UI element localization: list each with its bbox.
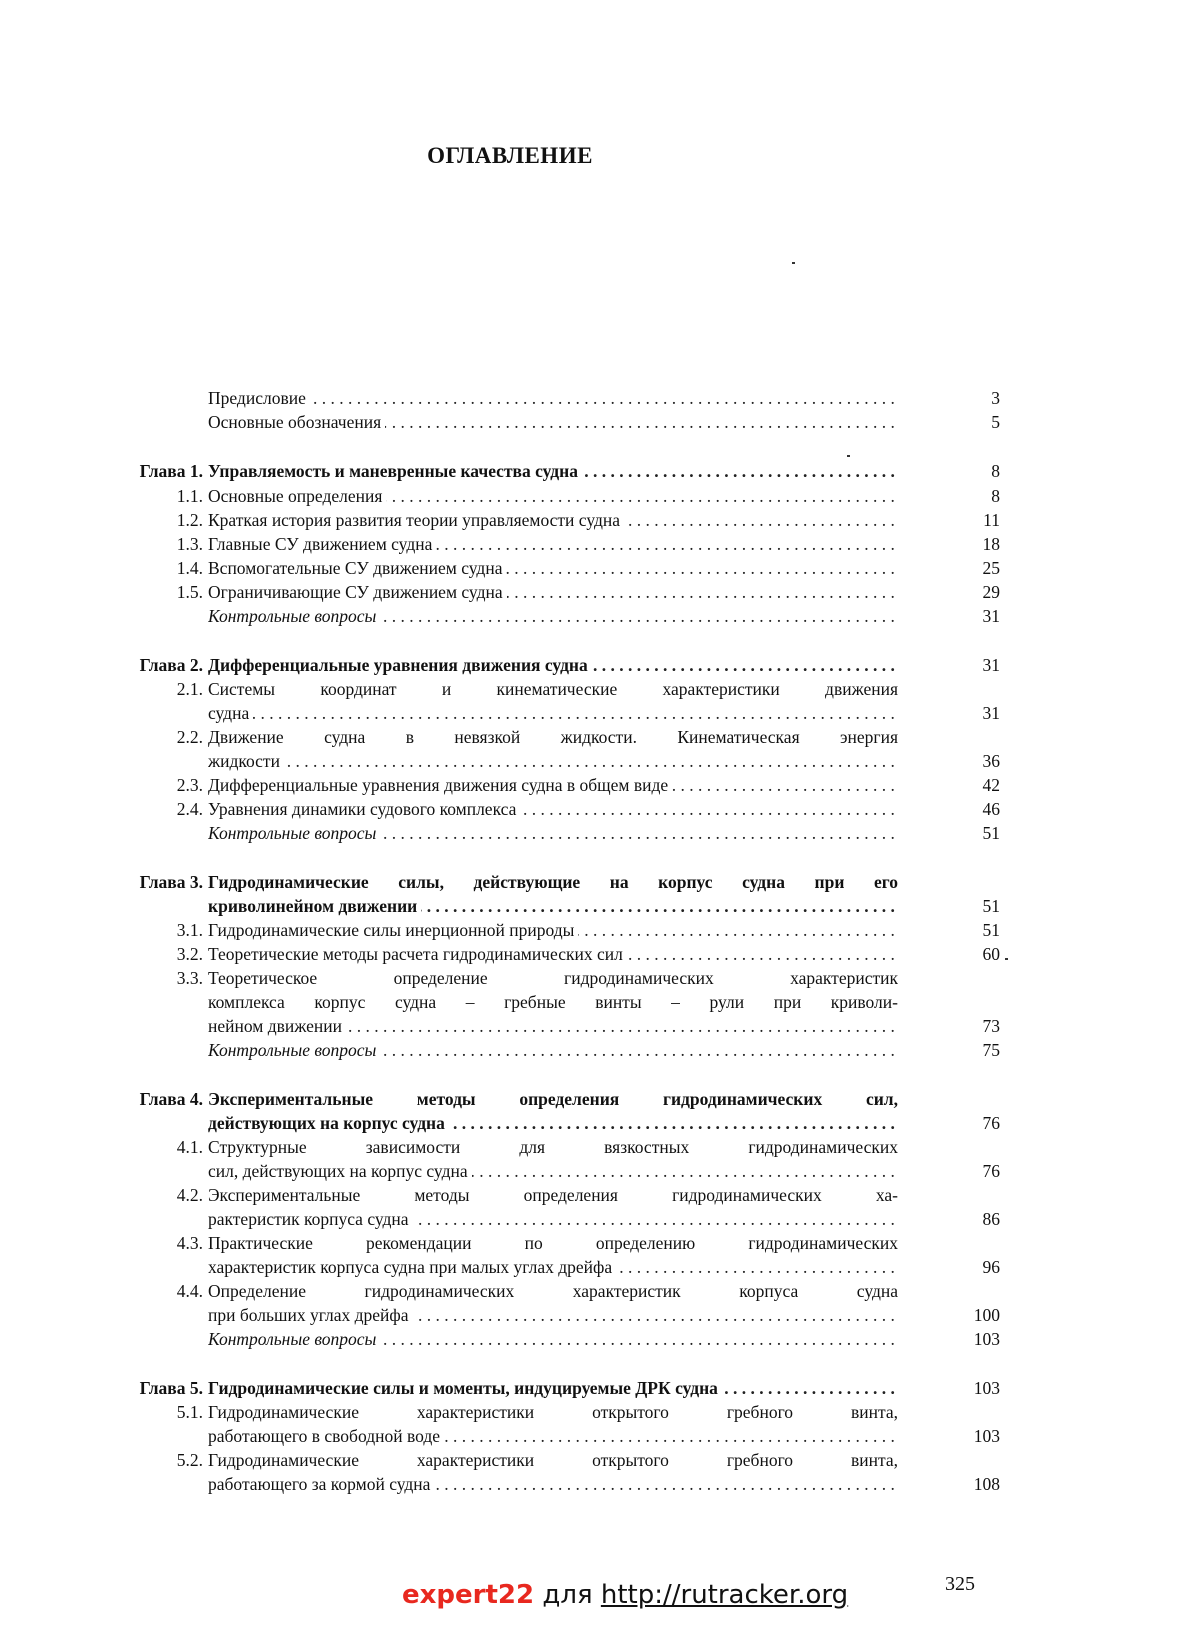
toc-row bbox=[0, 1303, 1200, 1327]
toc-entry-number: 1.4. bbox=[176, 558, 203, 578]
toc-entry-title[interactable]: судна bbox=[208, 703, 253, 723]
toc-row bbox=[0, 484, 1200, 508]
toc-entry-title[interactable]: Контрольные вопросы bbox=[208, 1040, 380, 1060]
toc-page-number: 5 bbox=[991, 412, 1000, 432]
toc-entry-title[interactable]: Предисловие bbox=[208, 388, 310, 408]
toc-entry-text-wrap bbox=[208, 386, 898, 410]
toc-entry-text-wrap bbox=[208, 797, 898, 821]
toc-row bbox=[0, 1159, 1200, 1183]
toc-entry-number: 2.3. bbox=[176, 775, 203, 795]
toc-entry-text-wrap bbox=[208, 580, 898, 604]
toc-entry-title[interactable]: при больших углах дрейфа bbox=[208, 1305, 413, 1325]
toc-page-number: 75 bbox=[982, 1040, 1000, 1060]
toc-page-number: 86 bbox=[982, 1209, 1000, 1229]
toc-page-number: 100 bbox=[973, 1305, 1000, 1325]
toc-row bbox=[0, 386, 1200, 410]
toc-row bbox=[0, 1038, 1200, 1062]
toc-page-number: 73 bbox=[982, 1016, 1000, 1036]
toc-entry-text-wrap bbox=[208, 1183, 898, 1207]
toc-entry-title[interactable]: Краткая история развития теории управляемости судна bbox=[208, 510, 624, 530]
toc-entry-text-wrap bbox=[208, 1376, 898, 1400]
toc-row bbox=[0, 459, 1200, 483]
toc-entry-number: 3.1. bbox=[176, 920, 203, 940]
toc-entry-text-wrap bbox=[208, 1231, 898, 1255]
toc-row bbox=[0, 556, 1200, 580]
toc-entry-number: 5.1. bbox=[176, 1402, 203, 1422]
toc-page-number: 31 bbox=[982, 655, 1000, 675]
toc-entry-number: 4.2. bbox=[176, 1185, 203, 1205]
toc-entry-number: 1.1. bbox=[176, 486, 203, 506]
toc-entry-text-wrap bbox=[208, 410, 898, 434]
toc-page-number: 46 bbox=[982, 799, 1000, 819]
toc-page-number: 3 bbox=[991, 388, 1000, 408]
toc-row bbox=[0, 1135, 1200, 1159]
toc-page-number: 103 bbox=[973, 1426, 1000, 1446]
toc-entry-title[interactable]: сил, действующих на корпус судна bbox=[208, 1161, 472, 1181]
toc-row bbox=[0, 1376, 1200, 1400]
toc-entry-text-wrap bbox=[208, 1303, 898, 1327]
toc-row bbox=[0, 1472, 1200, 1496]
toc-entry-title[interactable]: Уравнения динамики судового комплекса bbox=[208, 799, 520, 819]
toc-page-number: 51 bbox=[982, 920, 1000, 940]
toc-row bbox=[0, 821, 1200, 845]
toc-row bbox=[0, 410, 1200, 434]
toc-entry-title[interactable]: Структурные зависимости для вязкостных гидродинамических bbox=[208, 1137, 898, 1157]
toc-page-number: 8 bbox=[991, 461, 1000, 481]
toc-entry-title[interactable]: криволинейном движении bbox=[208, 896, 421, 916]
toc-entry-title[interactable]: рактеристик корпуса судна bbox=[208, 1209, 413, 1229]
toc-page-number: 11 bbox=[983, 510, 1000, 530]
toc-entry-title[interactable]: Гидродинамические характеристики открытого гребного винта, bbox=[208, 1402, 898, 1422]
toc-row bbox=[0, 870, 1200, 894]
toc-row bbox=[0, 1279, 1200, 1303]
toc-row bbox=[0, 1207, 1200, 1231]
toc-row bbox=[0, 604, 1200, 628]
toc-entry-text-wrap bbox=[208, 508, 898, 532]
toc-row bbox=[0, 701, 1200, 725]
toc-page-number: 103 bbox=[973, 1378, 1000, 1398]
toc-entry-number: 2.1. bbox=[176, 679, 203, 699]
toc-entry-title[interactable]: комплекса корпус судна – гребные винты – рули при криволи- bbox=[208, 992, 898, 1012]
toc-page-number: 51 bbox=[982, 823, 1000, 843]
toc-page-number: 108 bbox=[973, 1474, 1000, 1494]
toc-page-number: 42 bbox=[982, 775, 1000, 795]
toc-row bbox=[0, 966, 1200, 990]
toc-entry-number: Глава 2. bbox=[139, 655, 203, 675]
toc-entry-text-wrap bbox=[208, 532, 898, 556]
toc-entry-title[interactable]: Движение судна в невязкой жидкости. Кинематическая энергия bbox=[208, 727, 898, 747]
toc-entry-number: 4.4. bbox=[176, 1281, 203, 1301]
toc-entry-title[interactable]: Экспериментальные методы определения гидродинамических ха- bbox=[208, 1185, 898, 1205]
footer-middle: для bbox=[534, 1580, 601, 1610]
toc-entry-title[interactable]: Контрольные вопросы bbox=[208, 1329, 380, 1349]
toc-page-number: 29 bbox=[982, 582, 1000, 602]
toc-row bbox=[0, 990, 1200, 1014]
toc-entry-text-wrap bbox=[208, 1472, 898, 1496]
toc-entry-title[interactable]: действующих на корпус судна bbox=[208, 1113, 449, 1133]
toc-entry-title[interactable]: Дифференциальные уравнения движения судна в общем виде bbox=[208, 775, 672, 795]
toc-entry-text-wrap bbox=[208, 1087, 898, 1111]
toc-entry-title[interactable]: Контрольные вопросы bbox=[208, 823, 380, 843]
toc-entry-text-wrap bbox=[208, 484, 898, 508]
toc-entry-text-wrap bbox=[208, 653, 898, 677]
toc-entry-title[interactable]: работающего за кормой судна bbox=[208, 1474, 434, 1494]
toc-page-number: 31 bbox=[982, 606, 1000, 626]
toc-page-number: 96 bbox=[982, 1257, 1000, 1277]
toc-entry-title[interactable]: работающего в свободной воде bbox=[208, 1426, 444, 1446]
toc-entry-number: 5.2. bbox=[176, 1450, 203, 1470]
toc-entry-text-wrap bbox=[208, 1159, 898, 1183]
toc-page-number: 8 bbox=[991, 486, 1000, 506]
page-number: 325 bbox=[945, 1573, 975, 1595]
toc-entry-number: Глава 5. bbox=[139, 1378, 203, 1398]
toc-row bbox=[0, 1327, 1200, 1351]
toc-entry-number: 1.3. bbox=[176, 534, 203, 554]
toc-entry-text-wrap bbox=[208, 1448, 898, 1472]
toc-entry-text-wrap bbox=[208, 604, 898, 628]
toc-entry-title[interactable]: Дифференциальные уравнения движения судна bbox=[208, 655, 592, 675]
toc-row bbox=[0, 749, 1200, 773]
toc-row bbox=[0, 1111, 1200, 1135]
toc-entry-number: Глава 1. bbox=[139, 461, 203, 481]
toc-row bbox=[0, 1231, 1200, 1255]
toc-row bbox=[0, 942, 1200, 966]
toc-entry-title[interactable]: характеристик корпуса судна при малых углах дрейфа bbox=[208, 1257, 616, 1277]
toc-entry-title[interactable]: Теоретическое определение гидродинамических характеристик bbox=[208, 968, 898, 988]
toc-entry-title[interactable]: жидкости bbox=[208, 751, 284, 771]
scan-speck bbox=[792, 262, 795, 264]
toc-entry-title[interactable]: нейном движении bbox=[208, 1016, 346, 1036]
toc-entry-title[interactable]: Контрольные вопросы bbox=[208, 606, 380, 626]
toc-entry-title[interactable]: Основные обозначения bbox=[208, 412, 385, 432]
toc-page-number: 18 bbox=[982, 534, 1000, 554]
toc-row bbox=[0, 1087, 1200, 1111]
toc-entry-text-wrap bbox=[208, 725, 898, 749]
toc-row bbox=[0, 1183, 1200, 1207]
toc-entry-text-wrap bbox=[208, 966, 898, 990]
toc-entry-text-wrap bbox=[208, 942, 898, 966]
toc-entry-number: Глава 4. bbox=[139, 1089, 203, 1109]
watermark-footer bbox=[402, 1580, 848, 1610]
toc-page-number: 76 bbox=[982, 1161, 1000, 1181]
toc-row bbox=[0, 1014, 1200, 1038]
toc-entry-number: 4.3. bbox=[176, 1233, 203, 1253]
toc-page-number: 51 bbox=[982, 896, 1000, 916]
toc-entry-number: 1.5. bbox=[176, 582, 203, 602]
toc-row bbox=[0, 1400, 1200, 1424]
page-title: ОГЛАВЛЕНИЕ bbox=[427, 143, 593, 168]
toc-page-number: 25 bbox=[982, 558, 1000, 578]
toc-entry-text-wrap bbox=[208, 918, 898, 942]
toc-entry-title[interactable]: Основные определения bbox=[208, 486, 386, 506]
toc-entry-title[interactable]: Гидродинамические силы, действующие на корпус судна при его bbox=[208, 872, 898, 892]
toc-row bbox=[0, 653, 1200, 677]
toc-page-number: 36 bbox=[982, 751, 1000, 771]
toc-entry-text-wrap bbox=[208, 821, 898, 845]
toc-page-number: 103 bbox=[973, 1329, 1000, 1349]
toc-entry-text-wrap bbox=[208, 1424, 898, 1448]
toc-entry-text-wrap bbox=[208, 1400, 898, 1424]
toc-entry-text-wrap bbox=[208, 773, 898, 797]
toc-entry-text-wrap bbox=[208, 1279, 898, 1303]
toc-entry-title[interactable]: Теоретические методы расчета гидродинамических сил bbox=[208, 944, 627, 964]
toc-entry-title[interactable]: Практические рекомендации по определению гидродинамических bbox=[208, 1233, 898, 1253]
toc-row bbox=[0, 532, 1200, 556]
toc-row bbox=[0, 677, 1200, 701]
toc-entry-number: 4.1. bbox=[176, 1137, 203, 1157]
toc-page-number: 76 bbox=[982, 1113, 1000, 1133]
toc-entry-title[interactable]: Экспериментальные методы определения гидродинамических сил, bbox=[208, 1089, 898, 1109]
toc-entry-text-wrap bbox=[208, 1255, 898, 1279]
toc-entry-text-wrap bbox=[208, 1014, 898, 1038]
toc-row bbox=[0, 918, 1200, 942]
toc-entry-text-wrap bbox=[208, 459, 898, 483]
toc-entry-text-wrap bbox=[208, 894, 898, 918]
toc-row bbox=[0, 773, 1200, 797]
toc-entry-title[interactable]: Системы координат и кинематические характеристики движения bbox=[208, 679, 898, 699]
toc-entry-title[interactable]: Гидродинамические силы и моменты, индуцируемые ДРК судна bbox=[208, 1378, 722, 1398]
toc-entry-number: 2.4. bbox=[176, 799, 203, 819]
toc-row bbox=[0, 1255, 1200, 1279]
footer-link[interactable]: http://rutracker.org bbox=[600, 1580, 849, 1610]
toc-entry-text-wrap bbox=[208, 1135, 898, 1159]
toc-entry-text-wrap bbox=[208, 1327, 898, 1351]
toc-entry-text-wrap bbox=[208, 870, 898, 894]
toc-entry-title[interactable]: Определение гидродинамических характеристик корпуса судна bbox=[208, 1281, 898, 1301]
toc-entry-text-wrap bbox=[208, 1111, 898, 1135]
toc-entry-title[interactable]: Ограничивающие СУ движением судна bbox=[208, 582, 507, 602]
toc-entry-title[interactable]: Гидродинамические характеристики открытого гребного винта, bbox=[208, 1450, 898, 1470]
toc-entry-title[interactable]: Главные СУ движением судна bbox=[208, 534, 436, 554]
toc-entry-text-wrap bbox=[208, 556, 898, 580]
toc-row bbox=[0, 1448, 1200, 1472]
toc-entry-number: Глава 3. bbox=[139, 872, 203, 892]
toc-page-number: 60 bbox=[982, 944, 1000, 964]
toc-entry-text-wrap bbox=[208, 1207, 898, 1231]
toc-entry-title[interactable]: Управляемость и маневренные качества судна bbox=[208, 461, 582, 481]
toc-row bbox=[0, 508, 1200, 532]
toc-row bbox=[0, 725, 1200, 749]
toc-row bbox=[0, 894, 1200, 918]
toc-entry-number: 3.2. bbox=[176, 944, 203, 964]
toc-entry-text-wrap bbox=[208, 701, 898, 725]
toc-entry-number: 1.2. bbox=[176, 510, 203, 530]
toc-entry-number: 3.3. bbox=[176, 968, 203, 988]
toc-page-number: 31 bbox=[982, 703, 1000, 723]
toc-row bbox=[0, 580, 1200, 604]
toc-entry-title[interactable]: Вспомогательные СУ движением судна bbox=[208, 558, 506, 578]
toc-row bbox=[0, 1424, 1200, 1448]
toc-entry-text-wrap bbox=[208, 677, 898, 701]
footer-brand: expert22 bbox=[402, 1580, 535, 1610]
toc-entry-number: 2.2. bbox=[176, 727, 203, 747]
toc-row bbox=[0, 797, 1200, 821]
toc-entry-text-wrap bbox=[208, 749, 898, 773]
toc-entry-title[interactable]: Гидродинамические силы инерционной природы bbox=[208, 920, 578, 940]
toc-entry-text-wrap bbox=[208, 1038, 898, 1062]
toc-entry-text-wrap bbox=[208, 990, 898, 1014]
scan-speck bbox=[847, 455, 850, 457]
